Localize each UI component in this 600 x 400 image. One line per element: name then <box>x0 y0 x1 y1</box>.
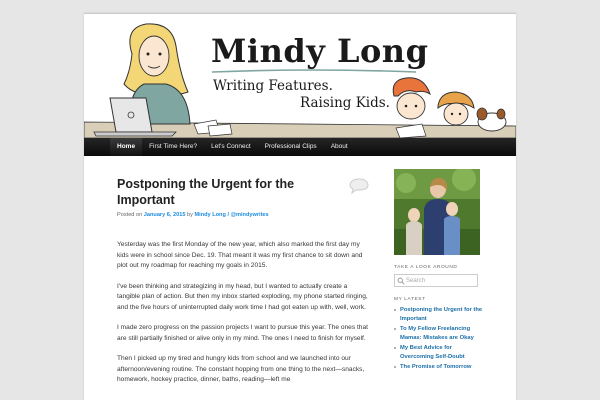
header-banner[interactable] <box>84 14 516 138</box>
meta-by: by <box>187 212 193 218</box>
author-photo-image <box>394 169 480 255</box>
site-tagline-line2: Raising Kids. <box>300 95 390 111</box>
main-nav <box>84 138 516 156</box>
comment-bubble-icon[interactable] <box>349 178 369 194</box>
author-photo <box>394 169 480 255</box>
nav-item-first-time-here[interactable]: First Time Here? <box>149 143 198 150</box>
post-body <box>117 240 369 386</box>
post-paragraph: Yesterday was the first Monday of the new year, which also marked the first day my kids were in school since Dec. 19. That meant it was my first chance to sit down and plot out my roadmap for reaching my goals in 2015. <box>117 241 363 269</box>
search-input[interactable] <box>394 274 478 287</box>
recent-post-link[interactable]: The Promise of Tomorrow <box>394 363 484 372</box>
recent-widget-title: MY LATEST <box>394 297 426 302</box>
nav-item-about[interactable]: About <box>330 143 348 150</box>
post-author-link[interactable]: Mindy Long <box>194 212 226 218</box>
post-paragraph: I made zero progress on the passion projects I want to pursue this year. The ones that are still partially finished or alive only in my mind. The ones I need to finish for myself. <box>117 324 368 342</box>
post-paragraph: I've been thinking and strategizing in my head, but I wanted to actually create a tangible plan of action. But then my inbox started exploding, my phone started ringing, and the five hours of uninterrupted daily work time I had got eaten up with, well, work. <box>117 282 368 311</box>
meta-prefix: Posted on <box>117 212 143 218</box>
post-meta <box>117 212 369 218</box>
nav-item-lets-connect[interactable]: Let's Connect <box>211 143 251 150</box>
post-paragraph: Then I picked up my tired and hungry kids from school and we launched into our afternoon/evening routine. The constant hopping from one thing to the next—snacks, homework, hockey practice, dinner, baths, reading—left me <box>117 355 365 383</box>
page <box>84 13 516 400</box>
main-content <box>117 176 369 386</box>
site-title[interactable]: Mindy Long <box>211 32 429 70</box>
sidebar <box>394 169 484 374</box>
post-date-link[interactable]: January 6, 2015 <box>143 212 186 218</box>
post-handle-link[interactable]: @mindywrites <box>230 212 269 218</box>
meta-separator: / <box>227 212 229 218</box>
nav-item-professional-clips[interactable]: Professional Clips <box>264 143 317 150</box>
site-tagline-line1: Writing Features. <box>213 78 333 94</box>
post-title[interactable]: Postponing the Urgent for the Important <box>117 177 295 207</box>
search-placeholder: Search <box>406 278 426 284</box>
search-icon <box>397 277 405 285</box>
recent-post-link[interactable]: My Best Advice for Overcoming Self-Doubt <box>394 344 484 361</box>
recent-post-link[interactable]: To My Fellow Freelancing Mamas: Mistakes are Okay <box>394 325 484 342</box>
recent-posts-list <box>394 306 484 372</box>
recent-post-link[interactable]: Postponing the Urgent for the Important <box>394 306 484 323</box>
search-widget-title: TAKE A LOOK AROUND <box>394 265 458 270</box>
nav-item-home[interactable]: Home <box>110 138 142 156</box>
